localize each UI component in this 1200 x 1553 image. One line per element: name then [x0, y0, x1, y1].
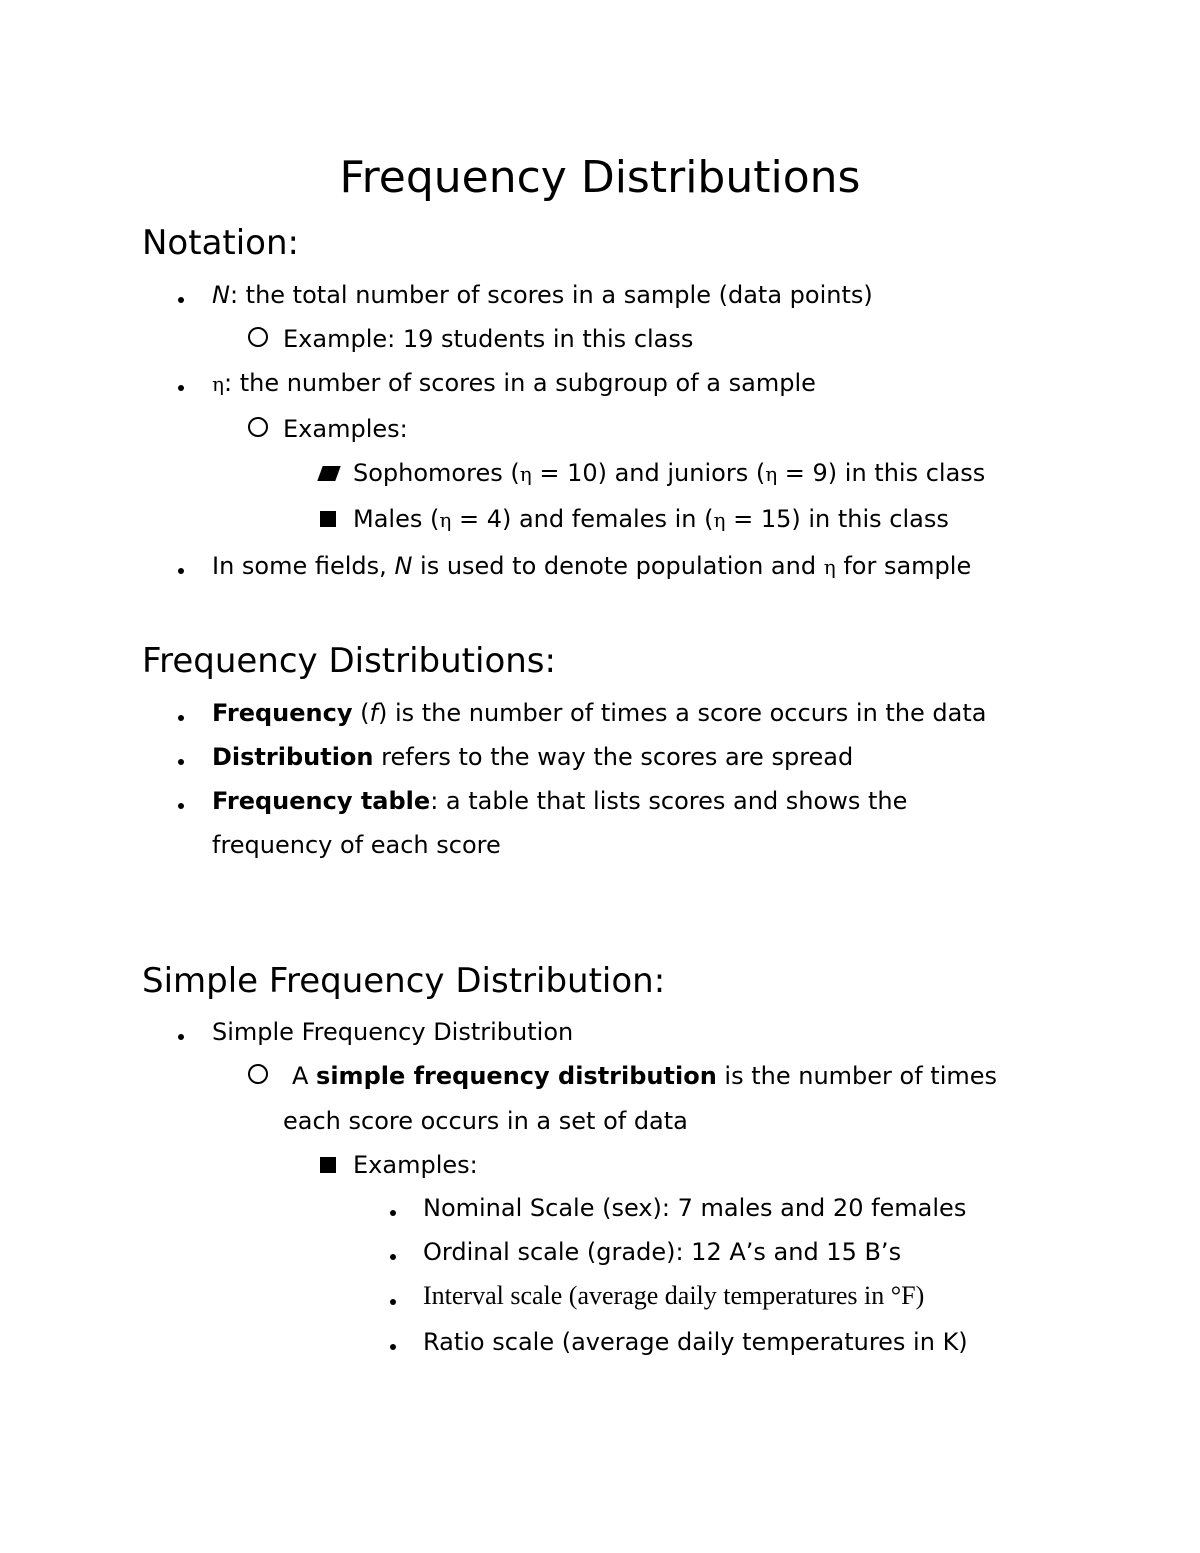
list-item-n-definition: N: the total number of scores in a sample (data points) — [212, 281, 873, 309]
hollow-circle-icon — [248, 414, 268, 448]
list-item-eta-examples: Examples: — [283, 415, 408, 443]
list-item-frequency-table: Frequency table: a table that lists scores and shows the — [212, 787, 908, 815]
square-bullet-icon — [320, 1150, 336, 1184]
list-item-simple-definition: A simple frequency distribution is the number of times — [292, 1062, 998, 1090]
list-item-n-example: Example: 19 students in this class — [283, 325, 694, 353]
bullet-dot — [178, 698, 184, 732]
hollow-circle-icon — [248, 324, 268, 358]
list-item-eta-definition: η: the number of scores in a subgroup of a sample — [212, 369, 816, 397]
list-item-ratio: Ratio scale (average daily temperatures in K) — [423, 1328, 968, 1356]
list-item-frequency-table-cont: frequency of each score — [212, 831, 501, 859]
bullet-dot — [178, 280, 184, 314]
parallelogram-bullet-icon — [320, 458, 338, 492]
bullet-dot — [390, 1327, 396, 1361]
page-title: Frequency Distributions — [339, 152, 861, 203]
list-item-ordinal: Ordinal scale (grade): 12 A’s and 15 B’s — [423, 1238, 902, 1266]
bullet-dot — [390, 1282, 396, 1316]
bullet-dot — [178, 1017, 184, 1051]
hollow-circle-icon — [248, 1061, 268, 1095]
bullet-dot — [178, 742, 184, 776]
notation-heading: Notation: — [142, 223, 299, 263]
list-item-frequency: Frequency (f) is the number of times a score occurs in the data — [212, 699, 987, 727]
bullet-dot — [390, 1237, 396, 1271]
list-item-sex-example: Males (η = 4) and females in (η = 15) in this class — [353, 505, 949, 533]
frequency-heading: Frequency Distributions: — [142, 641, 556, 681]
list-item-interval: Interval scale (average daily temperatures in °F) — [423, 1281, 925, 1310]
list-item-fields-note: In some fields, N is used to denote population and η for sample — [212, 552, 972, 580]
list-item-simple-examples: Examples: — [353, 1151, 478, 1179]
eta-symbol: η — [212, 372, 224, 396]
bullet-dot — [178, 551, 184, 585]
list-item-simple-definition-cont: each score occurs in a set of data — [283, 1107, 688, 1135]
term-simple-frequency-distribution: simple frequency distribution — [316, 1062, 717, 1090]
list-item-simple: Simple Frequency Distribution — [212, 1018, 574, 1046]
n-symbol: N — [212, 281, 230, 309]
term-distribution: Distribution — [212, 743, 374, 771]
term-frequency: Frequency — [212, 699, 353, 727]
bullet-dot — [178, 786, 184, 820]
list-item-nominal: Nominal Scale (sex): 7 males and 20 females — [423, 1194, 967, 1222]
bullet-dot — [178, 368, 184, 402]
bullet-dot — [390, 1193, 396, 1227]
list-item-distribution: Distribution refers to the way the scores are spread — [212, 743, 854, 771]
term-frequency-table: Frequency table — [212, 787, 431, 815]
square-bullet-icon — [320, 504, 336, 538]
list-item-class-example: Sophomores (η = 10) and juniors (η = 9) in this class — [353, 459, 986, 487]
simple-heading: Simple Frequency Distribution: — [142, 961, 666, 1001]
